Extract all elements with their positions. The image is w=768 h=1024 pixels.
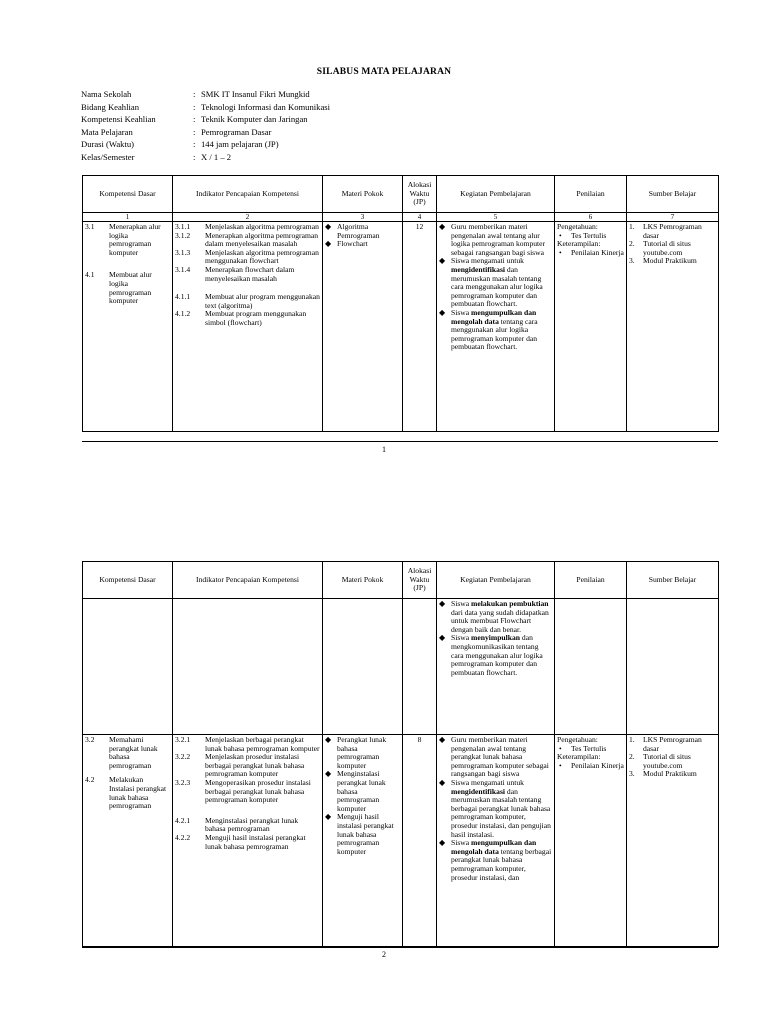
materi-item: ◆ Flowchart xyxy=(325,239,368,249)
info-value: 144 jam pelajaran (JP) xyxy=(201,139,279,150)
sumber-item: 1. LKS Pemrograman dasar xyxy=(629,735,702,753)
page-number: 2 xyxy=(382,950,386,959)
header-kegiatan: Kegiatan Pembelajaran xyxy=(437,176,555,213)
alokasi-cell: 12 xyxy=(403,222,437,432)
ipk-cell xyxy=(173,599,323,735)
info-value: Teknologi Informasi dan Komunikasi xyxy=(201,101,330,112)
diamond-bullet-icon: ◆ xyxy=(439,256,446,266)
alokasi-cell xyxy=(403,599,437,735)
penilaian-cell xyxy=(555,599,627,735)
header-penilaian: Penilaian xyxy=(555,176,627,213)
table-row-continued xyxy=(83,599,719,735)
syllabus-table-page-2 xyxy=(82,561,719,947)
sumber-item: 3. Modul Praktikum xyxy=(629,769,697,779)
materi-item: ◆ Algoritma Pemrograman xyxy=(325,222,380,240)
kegiatan-item: ◆ Siswa mengamati untuk mengidentifikasi dan merumuskan masalah tentang berbagai perangkat lunak bahasa pemrograman komputer, prosedur instalasi, dan pengujian hasil instalasi. xyxy=(439,777,551,839)
column-number: 2 xyxy=(173,213,323,222)
diamond-bullet-icon: ◆ xyxy=(325,769,332,779)
ipk-item: 4.1.1 Membuat alur program menggunakan text (algoritma) xyxy=(175,292,320,310)
info-label: Kelas/Semester xyxy=(81,151,135,162)
materi-cell xyxy=(323,599,403,735)
info-label: Nama Sekolah xyxy=(81,89,132,99)
header-ipk: Indikator Pencapaian Kompetensi xyxy=(173,562,323,599)
table-header-row xyxy=(83,562,719,599)
diamond-bullet-icon: ◆ xyxy=(439,633,446,643)
header-ipk: Indikator Pencapaian Kompetensi xyxy=(173,176,323,213)
table-header-row xyxy=(83,176,719,213)
ipk-item: 4.2.1 Menginstalasi perangkat lunak bahasa pemrograman xyxy=(175,815,299,834)
info-value: Pemrograman Dasar xyxy=(201,126,272,137)
bullet-icon: • xyxy=(559,743,562,753)
info-row: Durasi (Waktu) : 144 jam pelajaran (JP) xyxy=(81,139,279,150)
ipk-item: 3.1.4 Menerapkan flowchart dalam menyelesaikan masalah xyxy=(175,264,295,283)
info-row: Nama Sekolah : SMK IT Insanul Fikri Mungkid xyxy=(81,89,310,99)
sumber-item: 2. Tutorial di situs youtube.com xyxy=(629,752,691,770)
penilaian-item: • Tes Tertulis xyxy=(559,230,607,240)
penilaian-label: Keterampilan: xyxy=(557,239,601,249)
column-number: 3 xyxy=(323,213,403,222)
materi-item: ◆ Perangkat lunak bahasa pemrograman komputer xyxy=(325,735,387,770)
kegiatan-cell xyxy=(437,599,555,735)
info-value: Teknik Komputer dan Jaringan xyxy=(201,114,308,125)
penilaian-cell xyxy=(555,222,627,432)
kd-cell xyxy=(83,222,173,432)
diamond-bullet-icon: ◆ xyxy=(325,222,332,231)
info-row: Kelas/Semester : X / 1 – 2 xyxy=(81,151,232,162)
kegiatan-cell xyxy=(437,735,555,947)
info-label: Kompetensi Keahlian xyxy=(81,114,156,125)
penilaian-label: Keterampilan: xyxy=(557,752,601,762)
header-alokasi: Alokasi Waktu (JP) xyxy=(403,562,437,599)
kegiatan-item: ◆ Siswa mengumpulkan dan mengolah data tentang cara menggunakan alur logika pemrograman komputer dan pembuatan flowchart. xyxy=(439,307,538,352)
sumber-cell xyxy=(627,599,719,735)
syllabus-table-page-1 xyxy=(82,175,719,432)
table-row xyxy=(83,222,719,432)
penilaian-item: • Penilaian Kinerja xyxy=(559,760,624,770)
materi-cell xyxy=(323,735,403,947)
table-row xyxy=(83,735,719,947)
school-info xyxy=(81,88,330,164)
sumber-item: 3. Modul Praktikum xyxy=(629,256,697,266)
ipk-item: 4.1.2 Membuat program menggunakan simbol (flowchart) xyxy=(175,309,307,327)
materi-cell xyxy=(323,222,403,432)
header-penilaian: Penilaian xyxy=(555,562,627,599)
info-label: Bidang Keahlian xyxy=(81,101,139,112)
header-kegiatan: Kegiatan Pembelajaran xyxy=(437,562,555,599)
kd-item: 4.2 Melakukan Instalasi perangkat lunak bahasa pemrograman xyxy=(85,775,167,811)
column-number-row xyxy=(83,213,719,222)
bullet-icon: • xyxy=(559,247,562,257)
ipk-item: 3.1.2 Menerapkan algoritma pemrograman dalam menyelesaikan masalah xyxy=(175,230,319,249)
document-page-1 xyxy=(0,0,768,470)
info-value: SMK IT Insanul Fikri Mungkid xyxy=(201,89,310,99)
kd-item: 3.2 Memahami perangkat lunak bahasa pemrograman xyxy=(85,735,158,770)
kegiatan-item: ◆ Siswa mengamati untuk mengidentifikasi dan merumuskan masalah tentang cara menggunakan alur logika pemrograman komputer dan pembuatan flowchart. xyxy=(439,256,543,309)
ipk-cell xyxy=(173,735,323,947)
penilaian-item: • Tes Tertulis xyxy=(559,743,607,753)
footer-rule xyxy=(82,947,718,948)
info-value: X / 1 – 2 xyxy=(201,151,232,162)
ipk-item: 3.2.2 Menjelaskan prosedur instalasi berbagai perangkat lunak bahasa pemrograman komputer xyxy=(175,752,305,779)
document-title: SILABUS MATA PELAJARAN xyxy=(316,67,452,77)
ipk-item: 4.2.2 Menguji hasil instalasi perangkat lunak bahasa pemrograman xyxy=(175,832,306,851)
diamond-bullet-icon: ◆ xyxy=(439,735,446,744)
kegiatan-item: ◆ Guru memberikan materi pengenalan awal tentang perangkat lunak bahasa pemrograman komputer sebagai rangsangan bagi siswa xyxy=(439,735,549,779)
page-number: 1 xyxy=(382,445,386,454)
kegiatan-item: ◆ Siswa menyimpulkan dan mengkomunikasikan tentang cara menggunakan alur logika pemrograman komputer dan pembuatan flowchart. xyxy=(439,633,543,677)
kegiatan-item: ◆ Siswa mengumpulkan dan mengolah data tentang berbagai perangkat lunak bahasa pemrograman komputer, prosedur instalasi, dan xyxy=(439,838,552,882)
info-row: Kompetensi Keahlian : Teknik Komputer dan Jaringan xyxy=(81,114,308,125)
column-number: 4 xyxy=(403,213,437,222)
sumber-cell xyxy=(627,222,719,432)
ipk-item: 3.2.3 Mengoperasikan prosedur instalasi berbagai perangkat lunak bahasa pemrograman komputer xyxy=(175,777,311,805)
info-row: Bidang Keahlian : Teknologi Informasi dan Komunikasi xyxy=(81,101,330,112)
diamond-bullet-icon: ◆ xyxy=(439,222,446,231)
kegiatan-item: ◆ Guru memberikan materi pengenalan awal tentang alur logika pemrograman komputer sebagai rangsangan bagi siswa xyxy=(439,222,546,257)
penilaian-cell xyxy=(555,735,627,947)
column-number: 5 xyxy=(437,213,555,222)
sumber-cell xyxy=(627,735,719,947)
column-number: 6 xyxy=(555,213,627,222)
header-kd: Kompetensi Dasar xyxy=(83,562,173,599)
header-materi: Materi Pokok xyxy=(323,562,403,599)
bullet-icon: • xyxy=(559,230,562,240)
header-kd: Kompetensi Dasar xyxy=(83,176,173,213)
kd-cell xyxy=(83,735,173,947)
kd-item: 3.1 Menerapkan alur logika pemrograman komputer xyxy=(85,222,161,257)
alokasi-cell: 8 xyxy=(403,735,437,947)
header-sumber: Sumber Belajar xyxy=(627,176,719,213)
diamond-bullet-icon: ◆ xyxy=(439,307,446,317)
bullet-icon: • xyxy=(559,760,562,770)
diamond-bullet-icon: ◆ xyxy=(439,777,446,787)
footer-rule xyxy=(82,441,718,442)
diamond-bullet-icon: ◆ xyxy=(325,735,332,744)
ipk-item: 3.1.1 Menjelaskan algoritma pemrograman xyxy=(175,222,319,231)
ipk-item: 3.1.3 Menjelaskan algoritma pemrograman menggunakan flowchart xyxy=(175,247,319,266)
info-label: Durasi (Waktu) xyxy=(81,139,135,150)
kd-cell xyxy=(83,599,173,735)
kegiatan-item: ◆ Siswa melakukan pembuktian dari data yang sudah didapatkan untuk membuat Flowchart dengan baik dan benar. xyxy=(439,599,549,634)
kd-item: 4.1 Membuat alur logika pemrograman komputer xyxy=(85,270,152,306)
info-label: Mata Pelajaran xyxy=(81,126,133,137)
penilaian-label: Pengetahuan: xyxy=(557,222,598,231)
materi-item: ◆ Menguji hasil instalasi perangkat lunak bahasa pemrograman komputer xyxy=(325,812,394,856)
diamond-bullet-icon: ◆ xyxy=(439,838,446,848)
diamond-bullet-icon: ◆ xyxy=(325,239,332,249)
column-number: 7 xyxy=(627,213,719,222)
diamond-bullet-icon: ◆ xyxy=(439,599,446,608)
ipk-cell xyxy=(173,222,323,432)
sumber-item: 2. Tutorial di situs youtube.com xyxy=(629,239,691,257)
penilaian-label: Pengetahuan: xyxy=(557,735,598,744)
header-alokasi: Alokasi Waktu (JP) xyxy=(403,176,437,213)
penilaian-item: • Penilaian Kinerja xyxy=(559,247,624,257)
column-number: 1 xyxy=(83,213,173,222)
diamond-bullet-icon: ◆ xyxy=(325,812,332,822)
kegiatan-cell xyxy=(437,222,555,432)
ipk-item: 3.2.1 Menjelaskan berbagai perangkat lunak bahasa pemrograman komputer xyxy=(175,735,320,753)
materi-item: ◆ Menginstalasi perangkat lunak bahasa pemrograman komputer xyxy=(325,769,386,813)
header-sumber: Sumber Belajar xyxy=(627,562,719,599)
header-materi: Materi Pokok xyxy=(323,176,403,213)
document-page-2 xyxy=(0,470,768,1024)
info-row: Mata Pelajaran : Pemrograman Dasar xyxy=(81,126,272,137)
sumber-item: 1. LKS Pemrograman dasar xyxy=(629,222,702,240)
